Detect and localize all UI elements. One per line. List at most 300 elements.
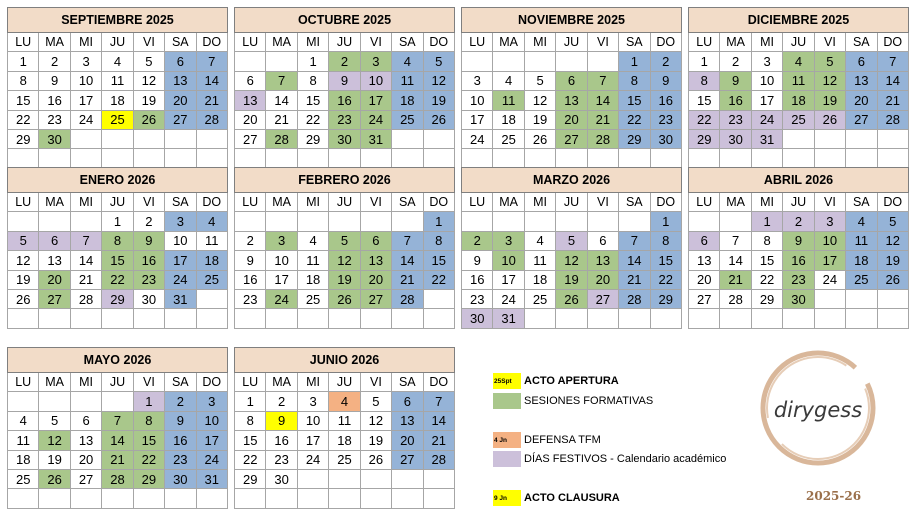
day-header: DO [196,33,227,52]
sesiones-label: SESIONES FORMATIVAS [524,395,654,407]
day-cell: 17 [751,91,782,110]
day-cell: 30 [39,129,70,148]
day-cell [297,149,328,168]
day-header: JU [556,193,587,212]
day-cell [329,309,360,328]
day-cell: 5 [329,231,360,250]
day-cell [360,489,391,508]
week-row [689,52,909,71]
day-cell: 15 [133,431,164,450]
day-cell: 13 [360,251,391,270]
day-cell: 21 [266,110,297,129]
day-cell: 20 [392,431,423,450]
day-cell [493,149,524,168]
week-row [235,411,455,430]
day-cell: 21 [720,270,751,289]
day-cell: 27 [235,129,266,148]
day-header: SA [619,33,650,52]
day-header: MA [39,373,70,392]
day-cell: 1 [102,212,133,231]
day-cell [297,212,328,231]
day-cell: 28 [720,289,751,308]
day-header: JU [783,33,814,52]
week-row [235,231,455,250]
day-cell [39,392,70,411]
day-cell [751,149,782,168]
day-header: SA [165,373,196,392]
day-cell: 3 [297,392,328,411]
day-cell: 11 [196,231,227,250]
day-cell: 6 [587,231,618,250]
day-cell: 17 [360,91,391,110]
day-cell: 3 [266,231,297,250]
day-cell: 9 [39,71,70,90]
day-cell: 18 [8,450,39,469]
day-cell: 4 [846,212,877,231]
week-row [8,392,228,411]
day-cell: 18 [392,91,423,110]
week-row [462,149,682,168]
day-cell [846,289,877,308]
day-cell [423,489,454,508]
day-cell [329,489,360,508]
day-cell [783,149,814,168]
day-header: MI [751,33,782,52]
day-cell: 25 [196,270,227,289]
day-cell: 25 [392,110,423,129]
day-cell: 27 [70,469,101,488]
day-cell: 8 [751,231,782,250]
clausura-label: ACTO CLAUSURA [524,492,620,504]
day-cell: 9 [650,71,681,90]
day-cell: 13 [70,431,101,450]
day-cell [266,149,297,168]
day-cell: 1 [235,392,266,411]
day-header: JU [102,373,133,392]
day-cell: 20 [235,110,266,129]
week-row [235,71,455,90]
day-header: MI [524,33,555,52]
day-cell [235,212,266,231]
day-header: MA [266,193,297,212]
day-cell: 23 [133,270,164,289]
day-cell: 11 [102,71,133,90]
day-cell: 12 [39,431,70,450]
day-header: MA [39,33,70,52]
day-cell: 23 [39,110,70,129]
day-cell: 29 [297,129,328,148]
week-row [462,270,682,289]
day-cell [423,129,454,148]
week-row [462,91,682,110]
day-header: DO [423,33,454,52]
day-header: MA [493,33,524,52]
day-cell [102,149,133,168]
day-cell [783,129,814,148]
day-cell: 7 [392,231,423,250]
day-cell [877,129,908,148]
day-cell: 6 [392,392,423,411]
day-cell: 19 [423,91,454,110]
week-row [8,489,228,508]
day-cell: 20 [587,270,618,289]
day-cell: 14 [102,431,133,450]
day-header: DO [877,193,908,212]
day-cell [39,149,70,168]
day-header: MA [720,193,751,212]
day-cell: 13 [392,411,423,430]
day-cell: 22 [297,110,328,129]
day-cell: 17 [462,110,493,129]
day-cell [493,52,524,71]
week-row [8,289,228,308]
day-cell [102,392,133,411]
day-cell: 7 [102,411,133,430]
month-title: MAYO 2026 [8,348,228,373]
day-cell: 4 [102,52,133,71]
day-cell [102,489,133,508]
day-cell: 4 [392,52,423,71]
week-row [235,489,455,508]
day-cell: 14 [423,411,454,430]
day-cell: 12 [814,71,845,90]
day-cell: 10 [297,411,328,430]
day-cell: 20 [689,270,720,289]
day-cell: 14 [877,71,908,90]
day-cell: 21 [102,450,133,469]
day-cell [556,149,587,168]
day-header: MI [297,33,328,52]
day-cell [524,149,555,168]
day-cell [587,212,618,231]
day-cell: 24 [297,450,328,469]
day-header: MA [266,373,297,392]
day-cell: 7 [196,52,227,71]
day-cell: 29 [751,289,782,308]
day-cell: 14 [587,91,618,110]
day-cell: 12 [133,71,164,90]
day-cell [689,149,720,168]
day-cell [720,149,751,168]
day-cell: 8 [650,231,681,250]
day-cell: 20 [846,91,877,110]
day-cell: 27 [392,450,423,469]
week-row [689,289,909,308]
week-row [689,71,909,90]
day-cell: 22 [102,270,133,289]
day-cell [392,149,423,168]
day-cell [619,212,650,231]
day-cell [619,149,650,168]
day-header: MA [493,193,524,212]
day-cell: 5 [814,52,845,71]
day-cell [70,392,101,411]
day-cell: 28 [423,450,454,469]
day-header: VI [360,373,391,392]
day-cell [524,309,555,328]
tfm-swatch: 4 Jn [493,432,521,448]
day-cell [814,309,845,328]
day-cell: 28 [619,289,650,308]
day-cell [329,469,360,488]
day-cell: 1 [8,52,39,71]
day-cell: 7 [877,52,908,71]
day-cell: 18 [102,91,133,110]
day-cell: 1 [650,212,681,231]
day-cell [751,309,782,328]
day-cell [297,469,328,488]
day-cell: 27 [587,289,618,308]
day-header: DO [650,33,681,52]
day-cell: 23 [235,289,266,308]
week-row [689,231,909,250]
day-cell: 12 [360,411,391,430]
legend-festivos [493,451,726,467]
day-cell: 25 [329,450,360,469]
week-row [462,251,682,270]
day-cell [392,469,423,488]
month-title: MARZO 2026 [462,168,682,193]
week-row [235,129,455,148]
day-cell: 10 [165,231,196,250]
day-cell: 18 [196,251,227,270]
legend-sesiones [493,393,653,409]
week-row [462,129,682,148]
day-cell: 19 [814,91,845,110]
day-cell: 15 [8,91,39,110]
day-cell: 21 [619,270,650,289]
day-cell: 24 [266,289,297,308]
week-row [235,469,455,488]
day-cell: 8 [423,231,454,250]
day-cell: 12 [877,231,908,250]
day-cell: 13 [165,71,196,90]
day-cell: 6 [39,231,70,250]
day-cell [196,309,227,328]
week-row [8,91,228,110]
day-cell: 2 [329,52,360,71]
day-cell: 3 [814,212,845,231]
day-cell: 27 [846,110,877,129]
week-row [8,149,228,168]
day-header: LU [235,33,266,52]
calendar-october [234,7,455,169]
week-row [462,212,682,231]
day-cell: 4 [329,392,360,411]
tfm-label: DEFENSA TFM [524,434,601,446]
day-cell [165,149,196,168]
day-cell: 11 [846,231,877,250]
day-cell: 16 [720,91,751,110]
day-header: MI [297,193,328,212]
day-cell: 12 [524,91,555,110]
month-title: JUNIO 2026 [235,348,455,373]
week-row [689,270,909,289]
day-cell: 3 [70,52,101,71]
day-cell: 8 [102,231,133,250]
day-cell: 22 [423,270,454,289]
day-cell [462,149,493,168]
day-cell [266,489,297,508]
calendar-may [7,347,228,509]
day-cell: 21 [392,270,423,289]
day-cell: 13 [39,251,70,270]
day-header: VI [587,193,618,212]
month-title: ABRIL 2026 [689,168,909,193]
day-cell: 30 [720,129,751,148]
day-cell: 15 [423,251,454,270]
day-cell [133,489,164,508]
day-cell: 19 [329,270,360,289]
day-cell: 9 [165,411,196,430]
day-cell: 1 [423,212,454,231]
calendar-april [688,167,909,329]
day-cell [814,129,845,148]
day-header: SA [846,193,877,212]
day-cell [689,212,720,231]
day-cell: 2 [720,52,751,71]
day-cell: 1 [297,52,328,71]
day-cell: 14 [266,91,297,110]
day-cell: 24 [70,110,101,129]
day-cell [235,309,266,328]
day-cell: 5 [360,392,391,411]
day-cell: 6 [556,71,587,90]
day-cell [392,129,423,148]
day-cell: 16 [462,270,493,289]
day-cell: 30 [329,129,360,148]
sesiones-swatch [493,393,521,409]
day-cell: 16 [783,251,814,270]
day-cell: 7 [70,231,101,250]
day-header: SA [392,33,423,52]
day-cell: 17 [814,251,845,270]
day-cell: 3 [360,52,391,71]
week-row [235,450,455,469]
day-cell: 5 [8,231,39,250]
week-row [235,431,455,450]
day-cell [846,149,877,168]
day-cell: 6 [235,71,266,90]
day-cell: 10 [462,91,493,110]
day-cell: 31 [751,129,782,148]
day-cell: 29 [102,289,133,308]
day-cell: 26 [556,289,587,308]
day-cell: 22 [8,110,39,129]
day-cell: 27 [556,129,587,148]
day-cell: 19 [524,110,555,129]
day-cell: 8 [619,71,650,90]
week-row [235,52,455,71]
day-cell: 27 [689,289,720,308]
day-cell: 6 [689,231,720,250]
day-cell: 20 [556,110,587,129]
day-cell: 26 [524,129,555,148]
day-header: JU [783,193,814,212]
clausura-swatch: 9 Jn [493,490,521,506]
day-cell: 29 [650,289,681,308]
day-cell: 20 [165,91,196,110]
day-header: JU [329,33,360,52]
day-header: DO [423,373,454,392]
day-cell [846,129,877,148]
day-cell [8,212,39,231]
day-header: JU [329,373,360,392]
day-header: MI [70,33,101,52]
day-cell [8,392,39,411]
day-cell: 30 [133,289,164,308]
day-cell: 11 [8,431,39,450]
day-cell: 24 [751,110,782,129]
week-row [462,231,682,250]
week-row [235,270,455,289]
month-title: SEPTIEMBRE 2025 [8,8,228,33]
week-row [462,71,682,90]
day-cell: 21 [196,91,227,110]
week-row [689,129,909,148]
day-cell: 26 [39,469,70,488]
day-header: MA [266,33,297,52]
day-cell: 13 [235,91,266,110]
day-cell: 16 [266,431,297,450]
week-row [462,289,682,308]
day-cell: 5 [877,212,908,231]
day-cell: 31 [165,289,196,308]
day-cell [462,52,493,71]
day-header: JU [102,193,133,212]
day-header: DO [877,33,908,52]
day-header: VI [133,193,164,212]
day-cell [266,309,297,328]
day-header: DO [196,373,227,392]
week-row [235,91,455,110]
day-cell: 11 [297,251,328,270]
day-cell: 16 [133,251,164,270]
day-cell: 31 [493,309,524,328]
day-header: SA [619,193,650,212]
day-cell: 26 [423,110,454,129]
day-cell: 15 [751,251,782,270]
day-cell: 28 [70,289,101,308]
day-cell: 22 [751,270,782,289]
day-header: VI [814,33,845,52]
day-header: MA [39,193,70,212]
week-row [8,212,228,231]
calendar-november [461,7,682,169]
day-cell [650,309,681,328]
day-cell: 24 [493,289,524,308]
day-cell: 29 [235,469,266,488]
day-cell: 26 [8,289,39,308]
day-cell: 18 [329,431,360,450]
day-header: VI [360,193,391,212]
week-row [8,231,228,250]
day-cell: 22 [619,110,650,129]
day-cell [423,289,454,308]
week-row [8,129,228,148]
day-cell: 3 [751,52,782,71]
week-row [235,149,455,168]
day-cell [493,212,524,231]
month-title: ENERO 2026 [8,168,228,193]
day-cell: 28 [102,469,133,488]
day-cell: 7 [587,71,618,90]
day-cell: 3 [493,231,524,250]
day-cell [587,149,618,168]
day-cell: 17 [196,431,227,450]
day-cell: 29 [689,129,720,148]
day-header: SA [165,193,196,212]
